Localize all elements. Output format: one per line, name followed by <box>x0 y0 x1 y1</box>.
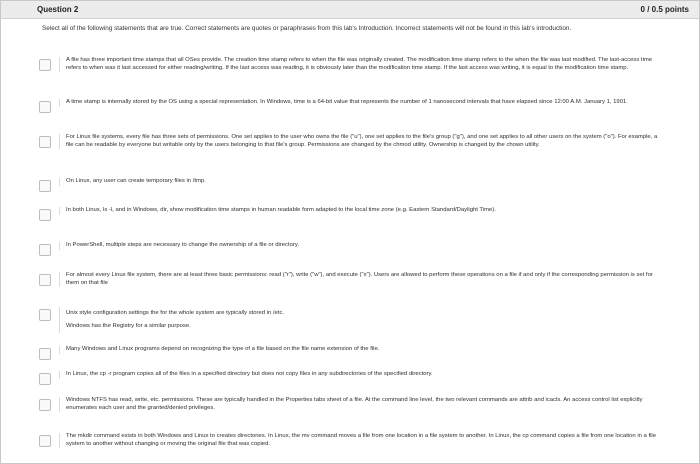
question-header <box>1 1 699 19</box>
option-text: For Linux file systems, every file has three sets of permissions. One set applies to the user who owns the file ("u"), one set applies to the file's group ("g"), and one set applies to all other users on the system ("o"). For example, a file can be readable by everyone but writable only by the users belonging to that file's group. Permissions are changed by the chmod utility. Ownership is changed by the chown utility. <box>59 134 663 149</box>
option-text: For almost every Linux file system, there are at least three basic permissions: read ("r"), write ("w"), and execute ("x"). Users are allowed to perform these operations on a file if and only if the corresponding permission is set for them on that file <box>59 272 663 287</box>
option-text: Unix style configuration settings the for the whole system are typically stored in /etc. Windows has the Registry for a similar purpose. <box>59 307 663 333</box>
option-checkbox[interactable] <box>39 348 51 360</box>
option-text: Many Windows and Linux programs depend on recognizing the type of a file based on the file name extension of the file. <box>59 346 663 354</box>
option-checkbox[interactable] <box>39 59 51 71</box>
option-checkbox[interactable] <box>39 101 51 113</box>
option-checkbox[interactable] <box>39 136 51 148</box>
option-text: The mkdir command exists in both Windows and Linux to creates directories. In Linux, the mv command moves a file from one location in a file system to another. In Linux, the cp command copies a file from one location in a file system to another without changing or moving the original file that was copied. <box>59 433 663 448</box>
option-text: In Linux, the cp -r program copies all of the files in a specified directory but does not copy files in any subdirectories of the specified directory. <box>59 371 663 379</box>
option-checkbox[interactable] <box>39 274 51 286</box>
option-text: Windows NTFS has read, write, etc. permissions. These are typically handled in the Properties tabs sheet of a file. At the command line level, the two relevant commands are attrib and icacls. An access control list explicitly enumerates each user and the granted/denied privileges. <box>59 397 663 412</box>
option-text: In both Linux, ls -l, and in Windows, dir, show modification time stamps in human readable form adapted to the local time zone (e.g. Eastern Standard/Daylight Time). <box>59 207 663 215</box>
points-score: 0 / 0.5 points <box>640 5 689 14</box>
answer-option[interactable] <box>39 272 664 287</box>
question-title: Question 2 <box>37 5 79 14</box>
option-checkbox[interactable] <box>39 180 51 192</box>
question-instructions: Select all of the following statements that are true. Correct statements are quotes or paraphrases from this lab's Introduction. Incorrect statements will not be found in this lab's introduction. <box>42 25 572 32</box>
option-text: A time stamp is internally stored by the OS using a special representation. In Windows, time is a 64-bit value that represents the number of 1 nanosecond intervals that have elapsed since 12:00 A.M. January 1, 1901. <box>59 99 663 107</box>
option-checkbox[interactable] <box>39 244 51 256</box>
option-checkbox[interactable] <box>39 399 51 411</box>
answer-option[interactable] <box>39 178 664 192</box>
answer-option[interactable] <box>39 57 664 72</box>
answer-option[interactable] <box>39 307 664 333</box>
answer-option[interactable] <box>39 397 664 412</box>
answer-option[interactable] <box>39 207 664 221</box>
option-checkbox[interactable] <box>39 373 51 385</box>
answer-option[interactable] <box>39 346 664 360</box>
answer-option[interactable] <box>39 99 664 113</box>
option-text: In PowerShell, multiple steps are necessary to change the ownership of a file or directory. <box>59 242 663 250</box>
answer-option[interactable] <box>39 371 664 385</box>
option-checkbox[interactable] <box>39 309 51 321</box>
answer-option[interactable] <box>39 433 664 448</box>
option-checkbox[interactable] <box>39 435 51 447</box>
option-checkbox[interactable] <box>39 209 51 221</box>
answer-option[interactable] <box>39 242 664 256</box>
option-text: On Linux, any user can create temporary files in /tmp. <box>59 178 663 186</box>
option-text: A file has three important time stamps that all OSes provide. The creation time stamp refers to when the file was originally created. The modification time stamp refers to the when the file was last modified. The last-access time refers to when was it last accessed for either reading/writing. If the last access was reading, it is obviously later than the modification time stamp. If the last access was writing, it is equal to the modification time stamp. <box>59 57 663 72</box>
answer-option[interactable] <box>39 134 664 149</box>
